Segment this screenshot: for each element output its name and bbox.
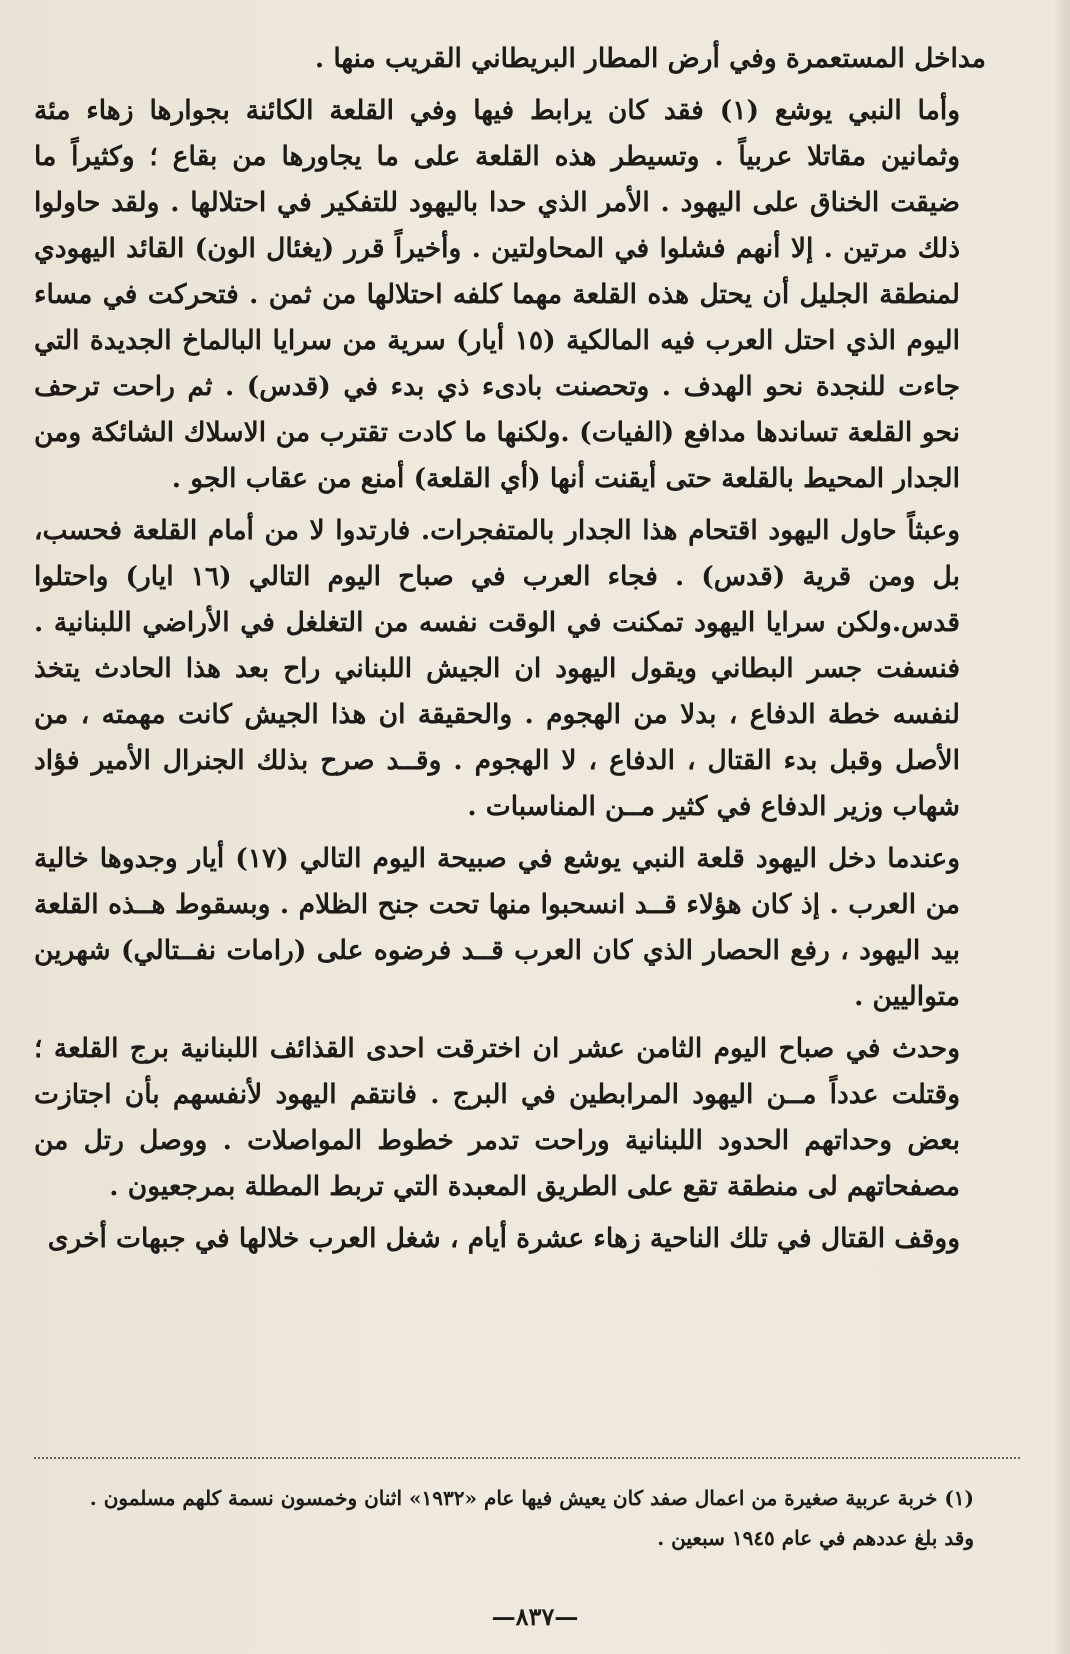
paragraph: مداخل المستعمرة وفي أرض المطار البريطاني القريب منها . <box>314 43 986 74</box>
footnote-line: (١) خربة عربية صغيرة من اعمال صفد كان يعيش فيها عام «١٩٣٢» اثنان وخمسون نسمة كلهم مسلمون . <box>89 1486 974 1510</box>
paragraph: وحدث في صباح اليوم الثامن عشر ان اخترقت احدى القذائف اللبنانية برج القلعة ؛ وقتلت عدداً مــن اليهود المرابطين في البرج . فانتقم اليهود لأنفسهم بأن اجتازت بعض وحداتهم الحدود اللبنانية وراحت تدمر خطوط المواصلات . ووصل رتل من مصفحاتهم لى منطقة تقع على الطريق المعبدة التي تربط المطلة بمرجعيون . <box>34 1033 960 1202</box>
paragraph: وأما النبي يوشع (١) فقد كان يرابط فيها وفي القلعة الكائنة بجوارها زهاء مئة وثمانين مقاتلا عربياً . وتسيطر هذه القلعة على ما يجاورها من بقاع ؛ وكثيراً ما ضيقت الخناق على اليهود . الأمر الذي حدا باليهود للتفكير في احتلالها . ولقد حاولوا ذلك مرتين . إلا أنهم فشلوا في المحاولتين . وأخيراً قرر (يغئال الون) القائد اليهودي لمنطقة الجليل أن يحتل هذه القلعة مهما كلفه احتلالها من ثمن . فتحركت في مساء اليوم الذي احتل العرب فيه المالكية (١٥ أيار) سرية من سرايا البالماخ الجديدة التي جاءت للنجدة نحو الهدف . وتحصنت بادىء ذي بدء في (قدس) . ثم راحت ترحف نحو القلعة تساندها مدافع (الفيات) .ولكنها ما كادت تقترب من الاسلاك الشائكة ومن الجدار المحيط بالقلعة حتى أيقنت أنها (أي القلعة) أمنع من عقاب الجو . <box>34 95 960 494</box>
page-number: —٨٣٧— <box>491 1602 579 1631</box>
main-text-block <box>34 36 986 1268</box>
footnote <box>34 1478 974 1558</box>
paragraph: وعندما دخل اليهود قلعة النبي يوشع في صبيحة اليوم التالي (١٧) أيار وجدوها خالية من العرب . إذ كان هؤلاء قــد انسحبوا منها تحت جنح الظلام . وبسقوط هــذه القلعة بيد اليهود ، رفع الحصار الذي كان العرب قــد فرضوه على (رامات نفــتالي) شهرين متواليين . <box>34 843 960 1012</box>
footnote-line: وقد بلغ عددهم في عام ١٩٤٥ سبعين . <box>657 1526 974 1550</box>
paragraph: وعبثاً حاول اليهود اقتحام هذا الجدار بالمتفجرات. فارتدوا لا من أمام القلعة فحسب، بل ومن قرية (قدس) . فجاء العرب في صباح اليوم التالي (١٦ ايار) واحتلوا قدس.ولكن سرايا اليهود تمكنت في الوقت نفسه من التغلغل في الأراضي اللبنانية . فنسفت جسر البطاني ويقول اليهود ان الجيش اللبناني راح بعد هذا الحادث يتخذ لنفسه خطة الدفاع ، بدلا من الهجوم . والحقيقة ان هذا الجيش كانت مهمته ، من الأصل وقبل بدء القتال ، الدفاع ، لا الهجوم . وقــد صرح بذلك الجنرال الأمير فؤاد شهاب وزير الدفاع في كثير مــن المناسبات . <box>34 515 960 822</box>
paragraph: ووقف القتال في تلك الناحية زهاء عشرة أيام ، شغل العرب خلالها في جبهات أخرى <box>47 1223 960 1254</box>
footnote-divider <box>34 1457 1020 1459</box>
page-edge-shadow <box>1052 0 1070 1654</box>
